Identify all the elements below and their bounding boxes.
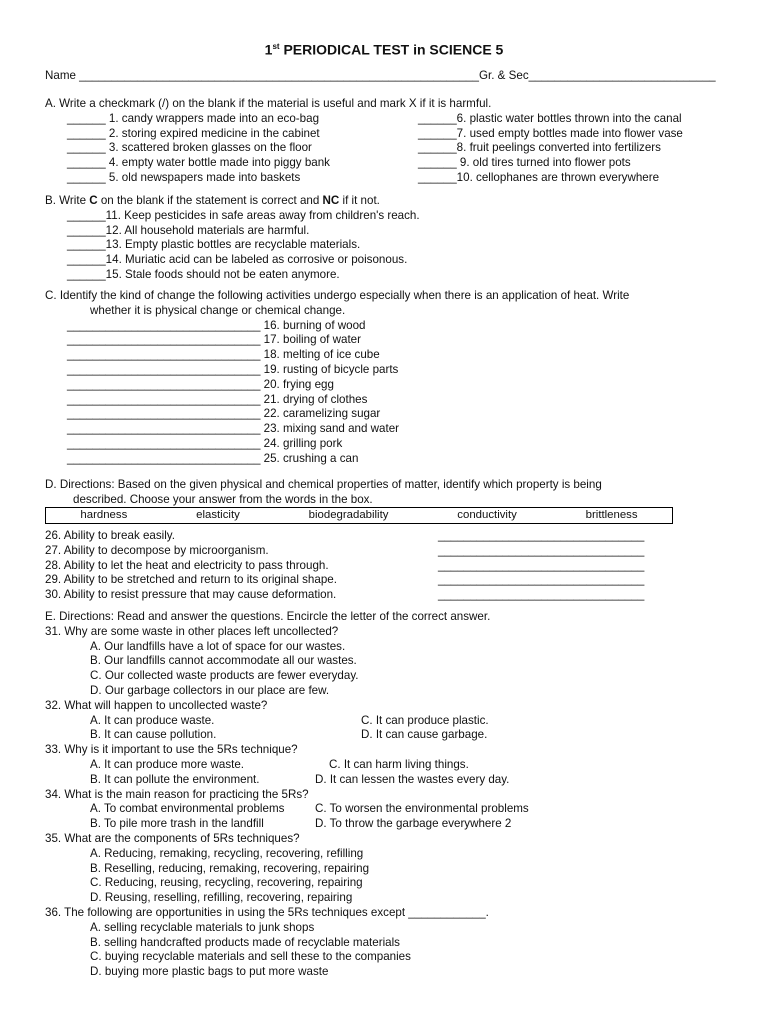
answer-blank[interactable]: ______________________________ [67, 407, 261, 421]
answer-blank[interactable]: ________________________________ [438, 529, 645, 542]
instruction-c: C [89, 194, 98, 207]
option-32b[interactable]: B. It can cause pollution. [90, 728, 217, 742]
item-15[interactable]: ______15. Stale foods should not be eaten anymore. [67, 267, 340, 281]
option-31b[interactable]: B. Our landfills cannot accommodate all our wastes. [90, 654, 357, 668]
word-elasticity: elasticity [196, 509, 240, 522]
answer-blank[interactable]: ______________________________ [67, 318, 261, 332]
option-35a[interactable]: A. Reducing, remaking, recycling, recovering, refilling [90, 846, 364, 860]
name-line [45, 69, 725, 84]
option-31d[interactable]: D. Our garbage collectors in our place are few. [90, 683, 330, 697]
answer-blank[interactable]: ______________________________ [67, 377, 261, 391]
section-a-right-column [418, 112, 683, 186]
section-c-instruction-2: whether it is physical change or chemical change. [90, 303, 346, 317]
item-9[interactable]: ______ 9. old tires turned into flower pots [418, 156, 631, 170]
instruction-text: on the blank if the statement is correct and [97, 194, 323, 207]
section-d-instruction-2: described. Choose your answer from the words in the box. [73, 492, 373, 506]
question-35: 35. What are the components of 5Rs techniques? [45, 831, 300, 845]
option-35b[interactable]: B. Reselling, reducing, remaking, recovering, repairing [90, 861, 370, 875]
item-6[interactable]: ______6. plastic water bottles thrown into the canal [418, 111, 682, 125]
word-biodegradability: biodegradability [308, 509, 389, 522]
section-a-items [45, 112, 735, 186]
question-31: 31. Why are some waste in other places left uncollected? [45, 624, 339, 638]
answer-blank[interactable]: ________________________________ [438, 558, 645, 572]
word-brittleness: brittleness [585, 509, 638, 522]
section-d [45, 478, 602, 508]
item-label: 20. frying egg [260, 377, 334, 391]
item-label: 19. rusting of bicycle parts [260, 362, 399, 376]
option-33d[interactable]: D. It can lessen the wastes every day. [315, 772, 510, 786]
item-12[interactable]: ______12. All household materials are harmful. [67, 223, 310, 237]
section-c-items [45, 319, 629, 467]
question-35-options [45, 847, 735, 906]
item-label: 16. burning of wood [260, 318, 366, 332]
option-35c[interactable]: C. Reducing, reusing, recycling, recovering, repairing [90, 876, 363, 890]
item-22[interactable] [67, 407, 629, 422]
item-label: 22. caramelizing sugar [260, 407, 381, 421]
option-35d[interactable]: D. Reusing, reselling, refilling, recovering, repairing [90, 891, 353, 905]
item-label: 24. grilling pork [260, 436, 343, 450]
item-20[interactable] [67, 378, 629, 393]
question-32-options-row-1 [45, 714, 735, 729]
question-36: 36. The following are opportunities in using the 5Rs techniques except ____________. [45, 905, 489, 919]
option-32a[interactable]: A. It can produce waste. [90, 713, 215, 727]
title-suffix: st [272, 42, 280, 51]
option-34c[interactable]: C. To worsen the environmental problems [315, 802, 529, 816]
option-33a[interactable]: A. It can produce more waste. [90, 757, 245, 771]
item-1[interactable]: ______ 1. candy wrappers made into an eco-bag [67, 111, 320, 125]
answer-blank[interactable]: ______________________________ [67, 392, 261, 406]
item-5[interactable]: ______ 5. old newspapers made into baskets [67, 170, 301, 184]
option-36c[interactable]: C. buying recyclable materials and sell these to the companies [90, 950, 411, 964]
grade-section-field[interactable]: Gr. & Sec_____________________________ [479, 69, 716, 82]
section-c [45, 289, 629, 467]
answer-blank[interactable]: ________________________________ [438, 573, 645, 587]
item-3[interactable]: ______ 3. scattered broken glasses on the floor [67, 141, 312, 155]
item-label: 23. mixing sand and water [260, 422, 399, 436]
section-d-items [45, 529, 725, 603]
item-label: 30. Ability to resist pressure that may cause deformation. [45, 588, 337, 602]
item-10[interactable]: ______10. cellophanes are thrown everywhere [418, 170, 660, 184]
section-a-instruction: A. Write a checkmark (/) on the blank if the material is useful and mark X if it is harmful. [45, 97, 492, 110]
option-36b[interactable]: B. selling handcrafted products made of recyclable materials [90, 935, 400, 949]
answer-blank[interactable]: ________________________________ [438, 543, 645, 557]
item-7[interactable]: ______7. used empty bottles made into flower vase [418, 126, 683, 140]
answer-blank[interactable]: ______________________________ [67, 333, 261, 347]
option-32c[interactable]: C. It can produce plastic. [361, 713, 489, 727]
item-2[interactable]: ______ 2. storing expired medicine in the cabinet [67, 126, 320, 140]
item-4[interactable]: ______ 4. empty water bottle made into piggy bank [67, 156, 330, 170]
item-label: 29. Ability to be stretched and return to its original shape. [45, 573, 337, 587]
option-34b[interactable]: B. To pile more trash in the landfill [90, 817, 264, 831]
question-32-options-row-2 [45, 728, 735, 743]
item-27 [45, 544, 725, 559]
word-conductivity: conductivity [457, 509, 517, 522]
section-b-items [45, 209, 420, 283]
item-13[interactable]: ______13. Empty plastic bottles are recyclable materials. [67, 238, 361, 252]
question-36-options [45, 921, 735, 980]
section-e [45, 610, 735, 980]
item-16[interactable] [67, 319, 629, 334]
answer-blank[interactable]: ______________________________ [67, 362, 261, 376]
item-label: 25. crushing a can [260, 451, 359, 465]
title-text: PERIODICAL TEST in SCIENCE 5 [279, 41, 504, 58]
option-33c[interactable]: C. It can harm living things. [329, 757, 469, 771]
answer-blank[interactable]: ______________________________ [67, 451, 261, 465]
option-31a[interactable]: A. Our landfills have a lot of space for our wastes. [90, 639, 346, 653]
option-36d[interactable]: D. buying more plastic bags to put more waste [90, 965, 329, 979]
item-label: 21. drying of clothes [260, 392, 368, 406]
instruction-nc: NC [322, 194, 340, 207]
instruction-text: B. Write [45, 194, 90, 207]
section-a [45, 97, 735, 186]
option-31c[interactable]: C. Our collected waste products are fewer everyday. [90, 669, 359, 683]
section-b [45, 194, 420, 283]
question-31-options [45, 640, 735, 699]
question-33: 33. Why is it important to use the 5Rs technique? [45, 743, 298, 757]
word-hardness: hardness [80, 509, 128, 522]
answer-blank[interactable]: ________________________________ [438, 588, 645, 602]
item-label: 26. Ability to break easily. [45, 529, 175, 542]
item-26 [45, 529, 725, 544]
question-33-options-row-1 [45, 758, 735, 773]
item-label: 27. Ability to decompose by microorganism. [45, 543, 269, 557]
section-e-instruction: E. Directions: Read and answer the questions. Encircle the letter of the correct answer. [45, 610, 491, 623]
option-36a[interactable]: A. selling recyclable materials to junk shops [90, 920, 315, 934]
item-18[interactable] [67, 348, 629, 363]
section-b-instruction [45, 194, 420, 209]
title-ordinal: 1 [264, 41, 273, 58]
item-21[interactable] [67, 393, 629, 408]
section-d-instruction: D. Directions: Based on the given physical and chemical properties of matter, identify which property is being [45, 478, 602, 491]
item-label: 28. Ability to let the heat and electricity to pass through. [45, 558, 329, 572]
name-field[interactable]: Name ______________________________________________________________ [45, 69, 479, 82]
option-34a[interactable]: A. To combat environmental problems [90, 802, 285, 816]
option-32d[interactable]: D. It can cause garbage. [361, 728, 488, 742]
answer-blank[interactable]: ______________________________ [67, 436, 261, 450]
question-32: 32. What will happen to uncollected waste? [45, 698, 268, 712]
option-34d[interactable]: D. To throw the garbage everywhere 2 [315, 817, 512, 831]
page-title [0, 40, 768, 57]
item-label: 17. boiling of water [260, 333, 361, 347]
instruction-text: if it not. [339, 194, 380, 207]
item-19[interactable] [67, 363, 629, 378]
option-33b[interactable]: B. It can pollute the environment. [90, 772, 260, 786]
item-11[interactable]: ______11. Keep pesticides in safe areas away from children's reach. [67, 208, 420, 222]
item-28 [45, 559, 725, 574]
item-8[interactable]: ______8. fruit peelings converted into fertilizers [418, 141, 661, 155]
question-33-options-row-2 [45, 773, 735, 788]
section-c-instruction: C. Identify the kind of change the following activities undergo especially when there is an application of heat. Write [45, 289, 630, 302]
answer-blank[interactable]: ______________________________ [67, 348, 261, 362]
word-box [45, 507, 673, 524]
item-25[interactable] [67, 452, 629, 467]
item-23[interactable] [67, 422, 629, 437]
question-34-options-row-2 [45, 817, 735, 832]
item-30 [45, 588, 725, 603]
item-17[interactable] [67, 333, 629, 348]
item-29 [45, 573, 725, 588]
question-34-options-row-1 [45, 802, 735, 817]
item-label: 18. melting of ice cube [260, 348, 380, 362]
item-14[interactable]: ______14. Muriatic acid can be labeled as corrosive or poisonous. [67, 253, 408, 267]
question-34: 34. What is the main reason for practicing the 5Rs? [45, 787, 309, 801]
item-24[interactable] [67, 437, 629, 452]
answer-blank[interactable]: ______________________________ [67, 422, 261, 436]
